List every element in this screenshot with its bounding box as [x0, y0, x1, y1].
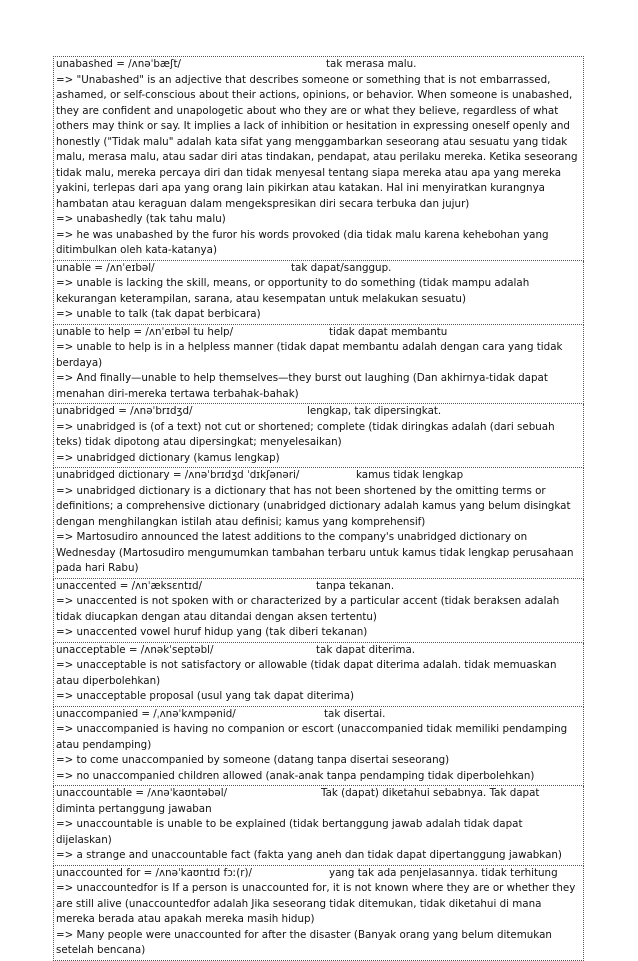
- entry-definition-line: => unabashedly (tak tahu malu): [56, 213, 226, 225]
- entry-definition-line: => no unaccompanied children allowed (anak-anak tanpa pendamping tidak diperbolehkan): [56, 769, 535, 782]
- entry-headword-line: [56, 325, 581, 341]
- entry-headword-line: [56, 404, 581, 420]
- entry-headword-line: [56, 786, 581, 817]
- entry-headword-line: [56, 261, 581, 277]
- dictionary-entry: [53, 866, 584, 961]
- dictionary-entry: [53, 325, 584, 405]
- entry-definition-line: => unaccountable is unable to be explained (tidak bertanggung jawab adalah tidak dapat dijelaskan): [56, 818, 523, 846]
- entry-definition-line: => unable to talk (tak dapat berbicara): [56, 308, 261, 320]
- dictionary-entry: [53, 643, 584, 707]
- dictionary-entry: [53, 468, 584, 579]
- entry-headword-line: [56, 468, 581, 484]
- entry-definition-line: => "Unabashed" is an adjective that describes someone or something that is not embarrassed, ashamed, or self-conscious about their actions, opinions, or behavior. When someone is unabashed, they are confident and unapologetic about who they are or what they believe, regardless of what others may think or say. It implies a lack of inhibition or hesitation in expressing oneself openly and honestly ("Tidak malu" adalah kata sifat yang menggambarkan seseorang atau sesuatu yang tidak malu, merasa malu, atau sadar diri atas tindakan, pendapat, atau perilaku mereka. Ketika seseorang tidak malu, mereka percaya diri dan tidak menyesal tentang siapa mereka atau apa yang mereka yakini, terlepas dari apa yang orang lain pikirkan atau katakan. Hal ini menyiratkan kurangnya hambatan atau keraguan dalam mengekspresikan diri secara terbuka dan jujur): [56, 73, 578, 210]
- entry-definition-line: => unabridged dictionary is a dictionary that has not been shortened by the omitting terms or definitions; a comprehensive dictionary (unabridged dictionary adalah kamus yang belum disingkat dengan menghilangkan istilah atau definisi; kamus yang komprehensif): [56, 484, 571, 528]
- dictionary-entry: [53, 56, 584, 261]
- entry-headword-line: [56, 643, 581, 659]
- entry-definition-line: => he was unabashed by the furor his words provoked (dia tidak malu karena kehebohan yang ditimbulkan oleh kata-katanya): [56, 228, 549, 256]
- entry-headword: unaccountable = /ʌnəˈkaʊntəbəl/: [56, 787, 228, 799]
- entry-headword-line: [56, 579, 581, 595]
- entry-definition-line: => Many people were unaccounted for after the disaster (Banyak orang yang belum ditemukan setelah bencana): [56, 928, 552, 956]
- entry-definition-line: => unacceptable proposal (usul yang tak dapat diterima): [56, 690, 355, 702]
- entry-headword-line: [56, 57, 581, 73]
- dictionary-page: [53, 56, 584, 961]
- entry-headword: unaccompanied = /ˌʌnəˈkʌmpənid/: [56, 707, 236, 720]
- entry-headword: unaccounted for = /ʌnəˈkaʊntɪd fɔː(r)/: [56, 866, 252, 879]
- entry-definition-line: => a strange and unaccountable fact (fakta yang aneh dan tidak dapat dipertanggung jawabkan): [56, 849, 562, 861]
- entry-definition-line: => unabridged is (of a text) not cut or shortened; complete (tidak diringkas adalah (dari sebuah teks) tidak dipotong atau dipersingkat; menyelesaikan): [56, 420, 555, 448]
- entry-headword-line: [56, 866, 581, 882]
- entry-definition-line: => unaccented vowel huruf hidup yang (tak diberi tekanan): [56, 626, 368, 638]
- entry-translation: yang tak ada penjelasannya. tidak terhitung: [329, 866, 558, 879]
- entry-translation: tidak dapat membantu: [329, 325, 448, 338]
- entry-definition-line: => unacceptable is not satisfactory or allowable (tidak dapat diterima adalah. tidak memuaskan atau diperbolehkan): [56, 659, 557, 687]
- entry-definition-line: => to come unaccompanied by someone (datang tanpa disertai seseorang): [56, 754, 450, 766]
- entry-translation: Tak (dapat) diketahui sebabnya. Tak dapat diminta pertanggung jawaban: [56, 787, 540, 815]
- entry-definition-line: => And finally—unable to help themselves—they burst out laughing (Dan akhirnya-tidak dapat menahan diri-mereka tertawa terbahak-bahak): [56, 372, 548, 400]
- entry-headword: unaccented = /ʌnˈæksɛntɪd/: [56, 579, 202, 592]
- entry-definition-line: => unaccountedfor is If a person is unaccounted for, it is not known where they are or whether they are still alive (unaccountedfor adalah Jika seseorang tidak ditemukan, tidak diketahui di mana mereka berada atau apakah mereka masih hidup): [56, 882, 576, 925]
- dictionary-entry: [53, 261, 584, 325]
- dictionary-entry: [53, 786, 584, 866]
- entry-translation: tak dapat diterima.: [316, 643, 416, 656]
- entry-translation: tanpa tekanan.: [316, 579, 395, 592]
- entry-definition-line: => Martosudiro announced the latest additions to the company's unabridged dictionary on Wednesday (Martosudiro mengumumkan tambahan terbaru untuk kamus tidak lengkap perusahaan pada hari Rabu): [56, 531, 574, 574]
- entry-definition-line: => unable to help is in a helpless manner (tidak dapat membantu adalah dengan cara yang tidak berdaya): [56, 341, 563, 369]
- entry-translation: lengkap, tak dipersingkat.: [307, 405, 442, 417]
- entry-definition-line: => unaccompanied is having no companion or escort (unaccompanied tidak memiliki pendamping atau pendamping): [56, 723, 568, 751]
- dictionary-entry: [53, 707, 584, 787]
- dictionary-entry: [53, 404, 584, 468]
- entry-translation: tak dapat/sanggup.: [291, 261, 392, 274]
- entry-headword: unabashed = /ʌnəˈbæʃt/: [56, 58, 182, 70]
- entry-translation: kamus tidak lengkap: [356, 469, 464, 481]
- entry-headword: unable = /ʌnˈeɪbəl/: [56, 261, 155, 274]
- entry-translation: tak merasa malu.: [326, 58, 417, 70]
- entry-headword: unable to help = /ʌnˈeɪbəl tu help/: [56, 325, 234, 338]
- entry-headword: unabridged dictionary = /ʌnəˈbrɪdʒd ˈdɪkʃənəri/: [56, 469, 300, 481]
- entry-headword: unabridged = /ʌnəˈbrɪdʒd/: [56, 405, 193, 417]
- dictionary-entry: [53, 579, 584, 643]
- entry-definition-line: => unable is lacking the skill, means, or opportunity to do something (tidak mampu adalah kekurangan keterampilan, sarana, atau kesempatan untuk melakukan sesuatu): [56, 277, 530, 305]
- entry-definition-line: => unabridged dictionary (kamus lengkap): [56, 451, 280, 464]
- entry-definition-line: => unaccented is not spoken with or characterized by a particular accent (tidak beraksen adalah tidak diucapkan dengan atau ditandai dengan aksen tertentu): [56, 595, 560, 623]
- entry-translation: tak disertai.: [324, 707, 386, 720]
- entry-headword-line: [56, 707, 581, 723]
- entry-headword: unacceptable = /ʌnəkˈseptəbl/: [56, 643, 214, 656]
